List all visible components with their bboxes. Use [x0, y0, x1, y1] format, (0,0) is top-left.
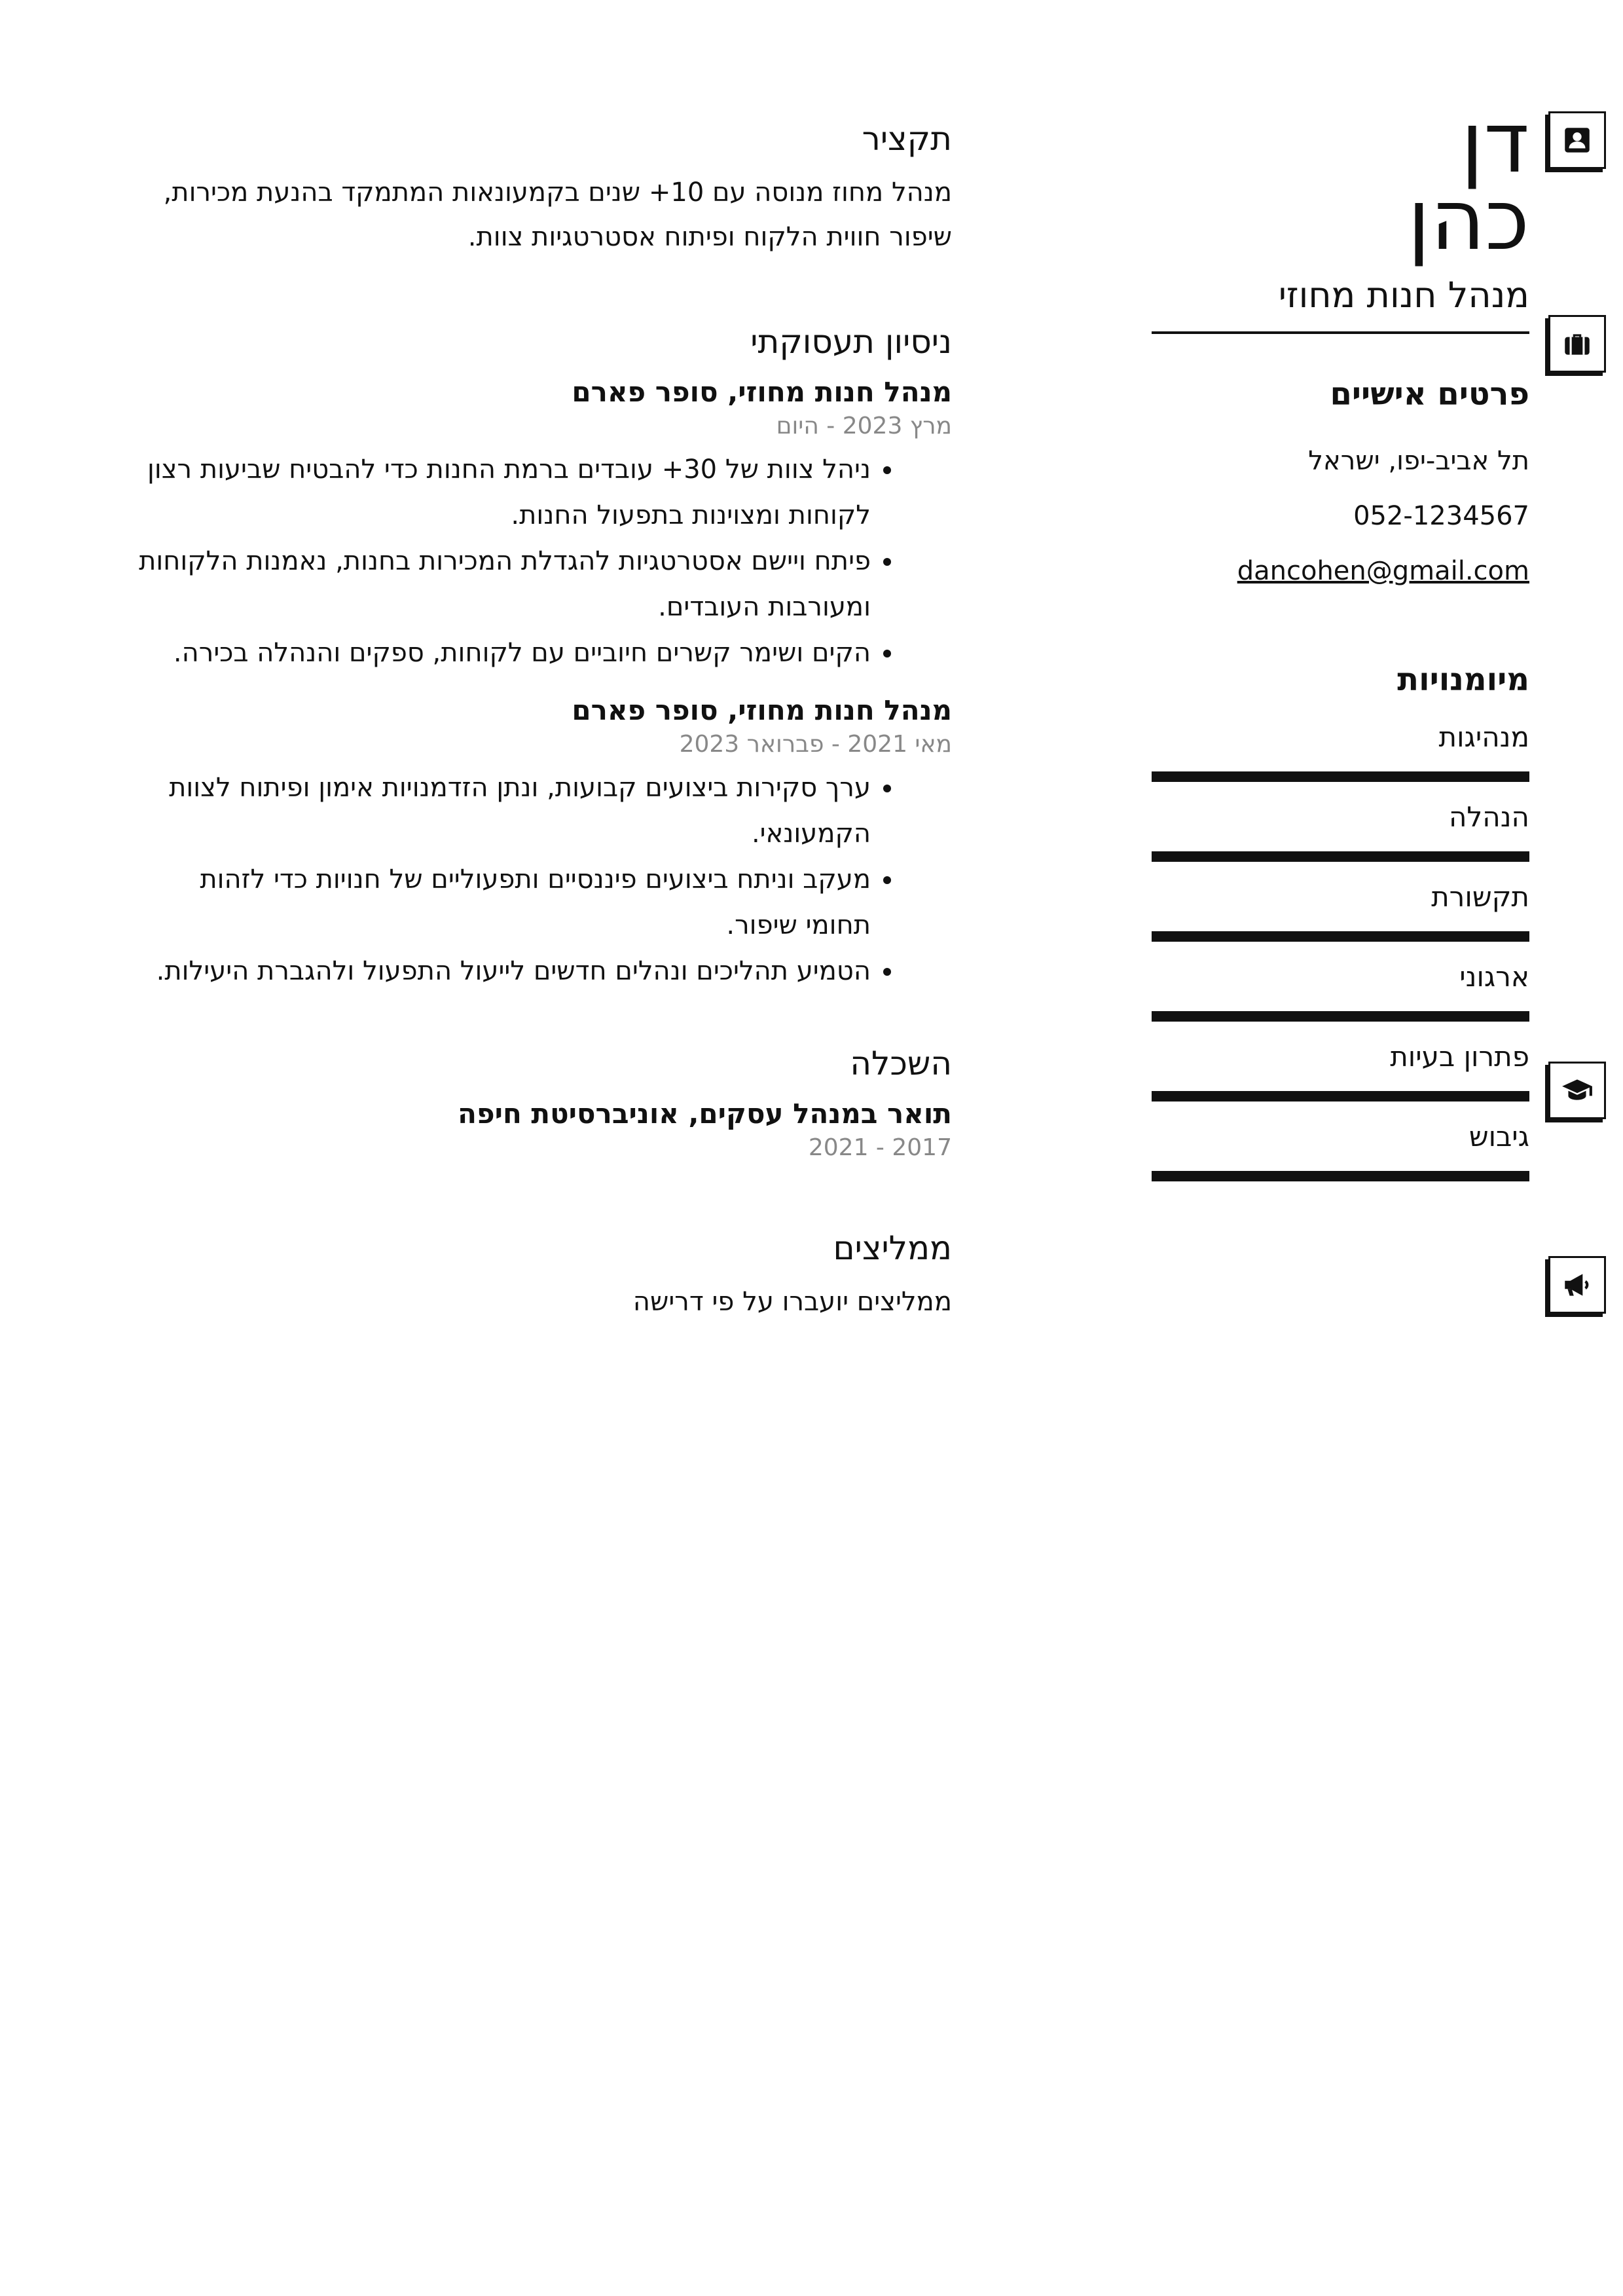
- skill-label: תקשורת: [1431, 881, 1529, 913]
- location: תל אביב-יפו, ישראל: [1308, 446, 1529, 476]
- main-content: [127, 117, 952, 1380]
- sidebar: [1152, 94, 1529, 1196]
- job-title: מנהל חנות מחוזי: [1152, 271, 1529, 334]
- degree-title: תואר במנהל עסקים, אוניברסיטת חיפה: [458, 1098, 952, 1130]
- skill-label: פתרון בעיות: [1390, 1041, 1529, 1073]
- phone: 052-1234567: [1353, 501, 1529, 531]
- skill-item: [1152, 1116, 1529, 1181]
- last-name: כהן: [1407, 172, 1529, 269]
- skill-label: ארגוני: [1459, 961, 1529, 993]
- job-bullet: • הטמיע תהליכים ונהלים חדשים לייעול התפעול ולהגברת היעילות.: [127, 948, 871, 994]
- references-heading: ממליצים: [833, 1229, 952, 1267]
- experience-icon-box: [1548, 315, 1606, 373]
- job-bullet: • הקים ושימר קשרים חיוביים עם לקוחות, ספקים והנהלה בכירה.: [127, 630, 871, 676]
- skill-label: הנהלה: [1448, 801, 1529, 833]
- skill-level-bar: [1152, 931, 1529, 942]
- experience-section: [127, 320, 952, 994]
- first-name: דן: [1461, 94, 1529, 192]
- job-entry-title: מנהל חנות מחוזי, סופר פארם: [572, 376, 952, 408]
- megaphone-icon: [1561, 1268, 1594, 1301]
- job-entry-dates: מאי 2021 - פברואר 2023: [679, 731, 952, 758]
- job-bullets: [127, 447, 952, 676]
- skill-level-bar: [1152, 1091, 1529, 1102]
- references-section: [127, 1226, 952, 1324]
- summary-section: [127, 117, 952, 259]
- references-icon-box: [1548, 1256, 1606, 1314]
- skill-item: [1152, 876, 1529, 942]
- skill-item: [1152, 1036, 1529, 1102]
- job-entry: [127, 373, 952, 676]
- education-icon-box: [1548, 1062, 1606, 1119]
- skills-heading: מיומנויות: [1397, 661, 1529, 698]
- job-entry: [127, 692, 952, 994]
- user-icon: [1561, 124, 1594, 157]
- skill-item: [1152, 956, 1529, 1022]
- graduation-cap-icon: [1561, 1074, 1594, 1107]
- skill-level-bar: [1152, 1011, 1529, 1022]
- job-bullet: • פיתח ויישם אסטרטגיות להגדלת המכירות בחנות, נאמנות הלקוחות ומעורבות העובדים.: [127, 538, 871, 630]
- job-bullet: • ניהל צוות של 30+ עובדים ברמת החנות כדי להבטיח שביעות רצון לקוחות ומצוינות בתפעול החנות.: [127, 447, 871, 538]
- skills-list: [1152, 716, 1529, 1181]
- email-link[interactable]: dancohen@gmail.com: [1237, 556, 1529, 586]
- education-section: [127, 1041, 952, 1163]
- skill-label: מנהיגות: [1438, 721, 1529, 753]
- skill-item: [1152, 796, 1529, 862]
- personal-details-heading: פרטים אישיים: [1330, 376, 1529, 413]
- references-text: ממליצים יועברו על פי דרישה: [632, 1287, 952, 1317]
- briefcase-icon: [1561, 327, 1594, 360]
- degree-dates: 2017 - 2021: [808, 1134, 952, 1161]
- job-bullet: • מעקב וניתח ביצועים פיננסיים ותפעוליים של חנויות כדי לזהות תחומי שיפור.: [127, 857, 871, 948]
- job-bullets: [127, 765, 952, 994]
- education-heading: השכלה: [850, 1045, 952, 1083]
- summary-text: מנהל מחוז מנוסה עם 10+ שנים בקמעונאות המתמקד בהנעת מכירות, שיפור חווית הלקוח ופיתוח אסטרטגיות צוות.: [163, 177, 952, 252]
- skill-item: [1152, 716, 1529, 782]
- skill-level-bar: [1152, 851, 1529, 862]
- experience-heading: ניסיון תעסוקתי: [750, 323, 952, 361]
- skill-level-bar: [1152, 771, 1529, 782]
- profile-icon-box: [1548, 111, 1606, 169]
- job-entry-dates: מרץ 2023 - היום: [776, 413, 952, 439]
- skill-level-bar: [1152, 1171, 1529, 1181]
- candidate-name: [1152, 94, 1529, 269]
- job-entry-title: מנהל חנות מחוזי, סופר פארם: [572, 694, 952, 726]
- job-bullet: • ערך סקירות ביצועים קבועות, ונתן הזדמנויות אימון ופיתוח לצוות הקמעונאי.: [127, 765, 871, 857]
- summary-heading: תקציר: [862, 120, 952, 158]
- skill-label: גיבוש: [1468, 1120, 1529, 1153]
